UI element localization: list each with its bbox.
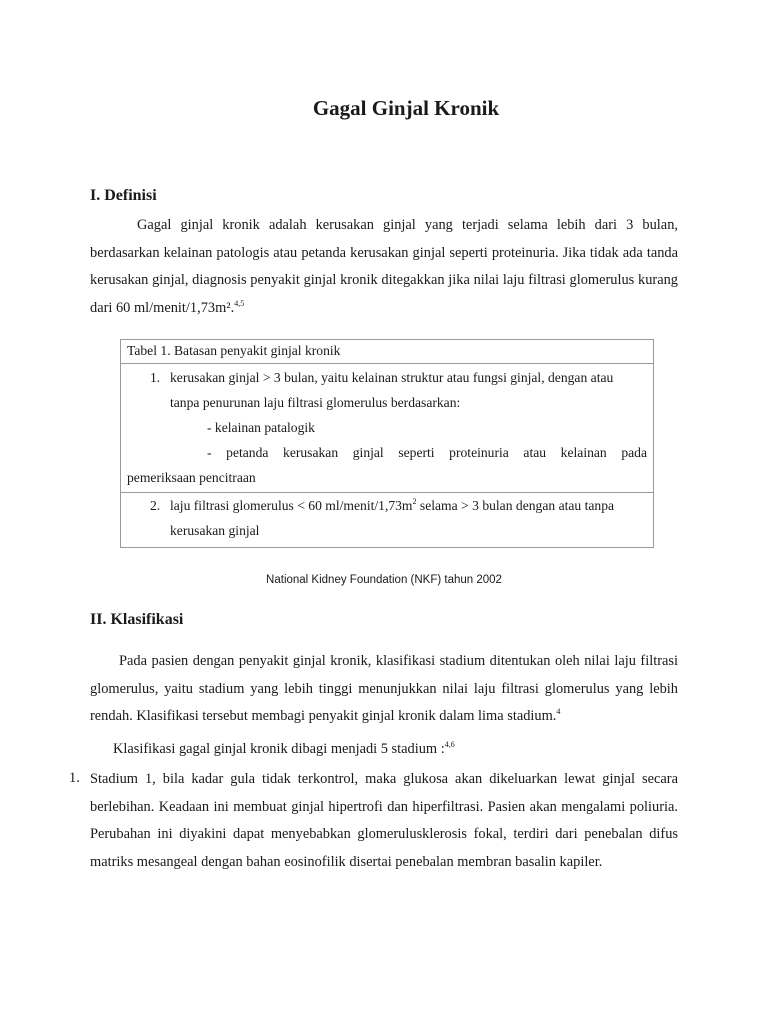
klasifikasi-paragraph: [90, 648, 678, 731]
table-row-1: [121, 364, 653, 493]
stadium-list-number: 1.: [69, 770, 80, 786]
definisi-text: Gagal ginjal kronik adalah kerusakan ginjal yang terjadi selama lebih dari 3 bulan, berdasarkan kelainan patologis atau petanda kerusakan ginjal seperti proteinuria. Jika tidak ada tanda kerusakan ginjal, diagnosis penyakit ginjal kronik ditegakkan jika nilai laju filtrasi glomerulus kurang dari 60 ml/menit/1,73m².: [90, 217, 678, 316]
table-item2-number: 2.: [150, 498, 161, 513]
table-item2-line1: laju filtrasi glomerulus < 60 $ml/menit/1,73m^2$ selama > 3 bulan dengan atau tanpa: [170, 497, 615, 513]
table-row-2: [121, 493, 653, 549]
table-subitem-1: - kelainan patalogik: [207, 420, 315, 435]
table-item2-superscript: 2: [412, 497, 417, 506]
document-title: Gagal Ginjal Kronik: [312, 96, 500, 120]
table-subitem-2-line2: pemeriksaan pencitraan: [127, 470, 256, 485]
definisi-paragraph: [90, 212, 678, 322]
table-source-caption: National Kidney Foundation (NKF) tahun 2002: [266, 574, 502, 586]
table-subitem-2-line1: - petanda kerusakan ginjal seperti proteinuria atau kelainan pada: [207, 445, 647, 460]
section-heading-klasifikasi: II. Klasifikasi: [90, 611, 184, 628]
klasifikasi-text: Pada pasien dengan penyakit ginjal kronik, klasifikasi stadium ditentukan oleh nilai laju filtrasi glomerulus, yaitu stadium yang lebih tinggi menunjukkan nilai laju filtrasi glomerulus yang lebih rendah. Klasifikasi tersebut membagi penyakit ginjal kronik dalam lima stadium.: [90, 653, 678, 724]
table-item2-line2: kerusakan ginjal: [170, 523, 260, 538]
stadium-lead-sentence: Klasifikasi gagal ginjal kronik dibagi menjadi 5 stadium :$^{4,6}$: [113, 740, 455, 757]
klasifikasi-ref: 4: [556, 707, 561, 716]
definition-table: [120, 339, 654, 548]
section-heading-definisi: I. Definisi: [90, 187, 157, 204]
table-caption: Tabel 1. Batasan penyakit ginjal kronik: [127, 343, 341, 358]
stadium-list-item-1: Stadium 1, bila kadar gula tidak terkontrol, maka glukosa akan dikeluarkan lewat ginjal secara berlebihan. Keadaan ini membuat ginjal hipertrofi dan hiperfiltrasi. Pasien akan mengalami poliuria. Perubahan ini diyakini dapat menyebabkan glomerulusklerosis fokal, terdiri dari penebalan difus matriks mesangeal dengan bahan eosinofilik disertai penebalan membran basalin kapiler.: [90, 771, 678, 870]
stadium-lead-ref: 4,6: [444, 740, 455, 749]
table-item1-line2: tanpa penurunan laju filtrasi glomerulus berdasarkan:: [170, 395, 461, 410]
table-item1-number: 1.: [150, 370, 161, 385]
table-header-row: [121, 340, 653, 364]
definisi-ref: 4,5: [234, 298, 245, 308]
table-item1-line1: kerusakan ginjal > 3 bulan, yaitu kelainan struktur atau fungsi ginjal, dengan atau: [170, 370, 614, 385]
